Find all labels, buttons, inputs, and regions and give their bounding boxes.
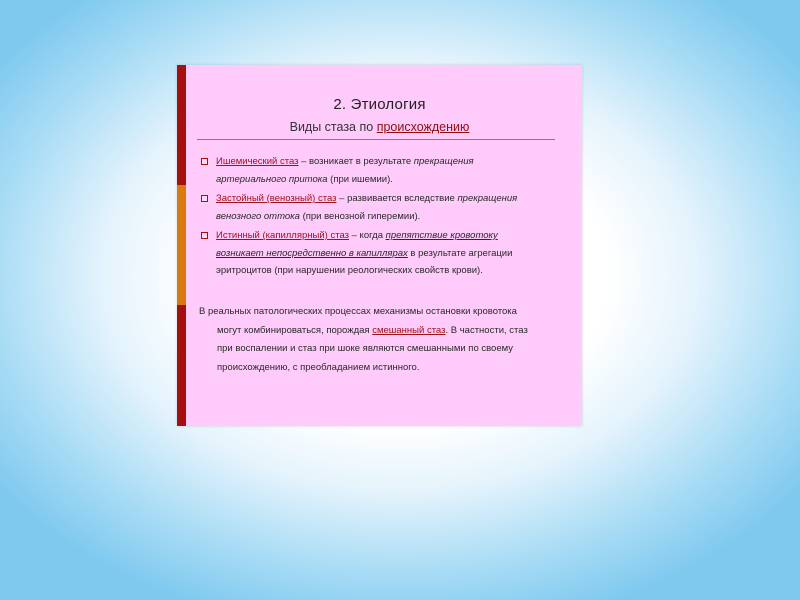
bullet-text: (при ишемии). [327, 173, 393, 185]
bullet-text: (при венозной гиперемии). [299, 210, 421, 222]
subtitle-prefix: Виды стаза по [289, 120, 377, 134]
bullet-term: Истинный (капиллярный) стаз [216, 230, 349, 241]
paragraph-text: . В частности, стаз [445, 324, 528, 336]
bullet-italic: препятствие кровотоку [385, 230, 498, 241]
summary-paragraph [199, 303, 559, 377]
title-divider [197, 139, 555, 140]
bullet-italic: прекращения [413, 156, 474, 167]
bullet-text: эритроцитов (при нарушении реологических свойств крови). [216, 265, 483, 276]
accent-bar-bottom-red [177, 305, 186, 426]
square-bullet-icon [201, 158, 208, 165]
bullet-italic: возникает непосредственно в капиллярах [216, 247, 408, 259]
bullet-italic: артериального притока [216, 173, 328, 185]
accent-bar-middle-orange [177, 185, 186, 305]
paragraph-highlight: смешанный стаз [372, 324, 446, 336]
accent-bar-top-red [177, 65, 186, 185]
list-item [199, 153, 559, 188]
paragraph-text: могут комбинироваться, порождая [217, 324, 373, 336]
square-bullet-icon [201, 195, 208, 202]
slide [177, 65, 582, 426]
side-accent-bar [177, 65, 186, 426]
paragraph-line: В реальных патологических процессах механизмы остановки кровотока [199, 306, 517, 317]
bullet-text: – развивается вследствие [336, 193, 458, 204]
list-item [199, 227, 559, 280]
paragraph-line [199, 322, 559, 341]
bullet-term: Застойный (венозный) стаз [216, 193, 337, 204]
slide-title: 2. Этиология [333, 96, 426, 113]
list-item [199, 190, 559, 225]
paragraph-line: происхождению, с преобладанием истинного. [217, 361, 420, 373]
bullet-list [199, 153, 559, 282]
bullet-text: в результате агрегации [407, 247, 513, 259]
paragraph-line: при воспалении и стаз при шоке являются смешанными по своему [217, 343, 514, 354]
bullet-italic: венозного оттока [216, 210, 300, 222]
subtitle-highlight: происхождению [376, 120, 470, 134]
bullet-text: – возникает в результате [298, 156, 414, 167]
bullet-term: Ишемический стаз [216, 156, 299, 167]
slide-subtitle [197, 120, 562, 134]
bullet-italic: прекращения [457, 193, 518, 204]
bullet-text: – когда [349, 230, 386, 241]
square-bullet-icon [201, 232, 208, 239]
